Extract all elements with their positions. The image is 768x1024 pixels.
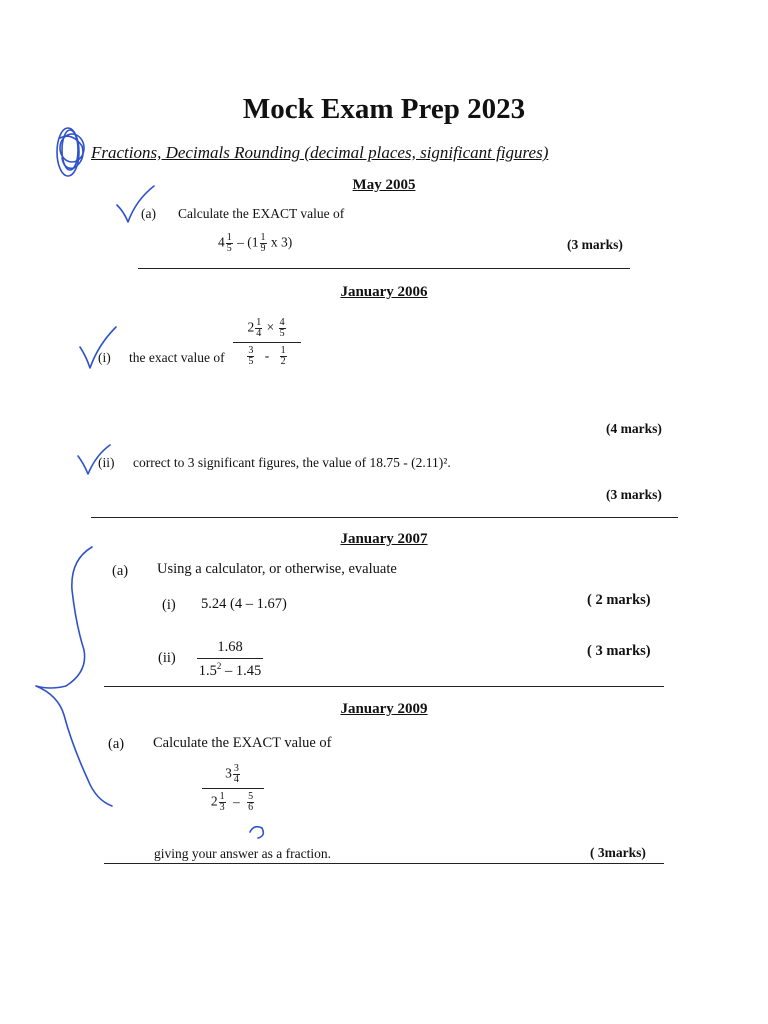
heading-jan-2006: January 2006 xyxy=(340,284,428,300)
may2005-marks: (3 marks) xyxy=(567,237,623,252)
jan2007-a-prompt: Using a calculator, or otherwise, evaluate xyxy=(157,561,397,577)
jan2009-a-label: (a) xyxy=(108,736,125,752)
jan2007-a-label: (a) xyxy=(112,563,129,579)
curly-brace-mark xyxy=(36,547,112,806)
may2005-part-label: (a) xyxy=(141,206,156,221)
jan2009-marks: ( 3marks) xyxy=(590,845,646,860)
jan2009-expression: 3 $\frac{3}{4}$ 2 $\frac{1}{3}$ – $\frac{5}{6}$ xyxy=(202,764,264,813)
jan2007-i-expression: 5.24 (4 – 1.67) xyxy=(201,596,287,612)
heading-jan-2009: January 2009 xyxy=(340,701,428,717)
jan2006-ii-marks: (3 marks) xyxy=(606,487,662,502)
jan2006-i-prompt: the exact value of xyxy=(129,350,225,365)
may2005-expression: 4 $\frac{1}{5}$ – (1 $\frac{1}{9}$ x 3) xyxy=(218,232,293,254)
tick-mark-icon xyxy=(117,186,154,222)
jan2007-i-label: (i) xyxy=(162,597,176,613)
may2005-prompt: Calculate the EXACT value of xyxy=(178,206,345,221)
jan2009-a-prompt: Calculate the EXACT value of xyxy=(153,735,332,751)
heading-may-2005: May 2005 xyxy=(352,177,416,193)
jan2007-ii-expression: $\frac{1.68}{1.5^2 - 1.45}$ xyxy=(198,639,262,679)
jan2006-ii-label: (ii) xyxy=(98,455,115,470)
tick-mark-icon xyxy=(80,327,116,368)
scribble-circle-mark xyxy=(57,128,84,176)
heading-jan-2007: January 2007 xyxy=(340,531,428,547)
jan2009-instruction: giving your answer as a fraction. xyxy=(154,846,331,861)
tick-mark-icon xyxy=(78,445,110,474)
jan2006-i-label: (i) xyxy=(98,350,111,365)
jan2006-ii-prompt: correct to 3 significant figures, the value of 18.75 - (2.11)². xyxy=(133,455,451,470)
jan2006-i-marks: (4 marks) xyxy=(606,421,662,436)
jan2007-ii-label: (ii) xyxy=(158,650,176,666)
handwritten-mark xyxy=(250,827,263,838)
page-subtitle: Fractions, Decimals Rounding (decimal places, significant figures) xyxy=(91,143,549,162)
page-title: Mock Exam Prep 2023 xyxy=(242,93,526,125)
jan2007-i-marks: ( 2 marks) xyxy=(587,592,651,608)
jan2007-ii-marks: ( 3 marks) xyxy=(587,643,651,659)
jan2006-i-expression: 2 $\frac{1}{4}$ × $\frac{4}{5}$ $\frac{3}{5}$ - $\frac{1}{2}$ xyxy=(233,318,301,367)
